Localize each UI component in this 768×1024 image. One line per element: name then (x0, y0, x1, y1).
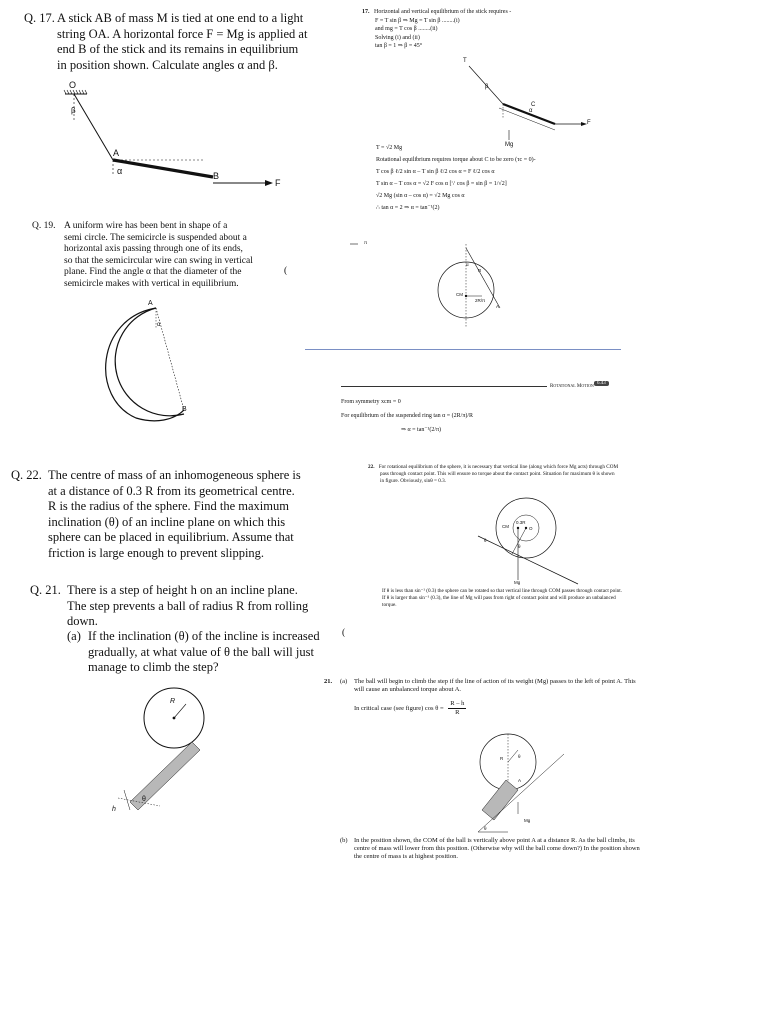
label-c: C (531, 102, 536, 108)
label-mg: Mg (524, 818, 531, 823)
question-number: Q. 19. (32, 221, 56, 231)
question-number: Q. 17. (24, 11, 55, 25)
question-line: at a distance of 0.3 R from its geometrical centre. (48, 483, 295, 498)
pi-marker (350, 238, 380, 248)
solution-line: If θ is less than sin⁻¹ (0.3) the sphere can be rotated so that vertical line through COM passes through contact point. (382, 588, 623, 594)
question-line: in position shown. Calculate angles α and β. (57, 57, 278, 72)
solution-line: For equilibrium of the suspended ring tan α = (2R/π)/R (341, 413, 474, 419)
label-a: A (518, 778, 522, 783)
solution-line: For rotational equilibrium of the sphere, it is necessary that vertical line (along which force Mg acts) through COM (378, 464, 619, 470)
solution-line: Horizontal and vertical equilibrium of the stick requires - (374, 9, 512, 15)
label-alpha: α (529, 108, 533, 114)
solution-line: If θ is larger than sin⁻¹ (0.3), the line of Mg will pass from right of contact point and will produce an unbalanced (382, 595, 616, 601)
solution-line: centre of mass will lower from this position. (Otherwise why will the ball come down?) In the position shown (354, 845, 640, 852)
stick-string-diagram (55, 80, 295, 190)
solution-line: T sin α – T cos α = √2 F cos α [∵ cos β = sin β = 1/√2] (376, 181, 507, 187)
stray-mark: ( (284, 266, 288, 276)
question-line: The centre of mass of an inhomogeneous sphere is (48, 468, 301, 482)
question-line: If the inclination (θ) of the incline is increased (88, 629, 320, 643)
stray-mark: ( (342, 628, 346, 638)
solution-line: √2 Mg (sin α – cos α) = √2 Mg cos α (376, 193, 465, 199)
solution-line: In the position shown, the COM of the ball is vertically above point A at a distance R. As the ball climbs, its (354, 837, 635, 844)
solution-line: Rotational equilibrium requires torque about C to be zero (τc = 0)- (376, 157, 536, 163)
label-alpha: α (466, 262, 469, 267)
part-b-label: (b) (340, 837, 348, 844)
label-o: O (529, 526, 533, 531)
label-alpha: α (157, 322, 161, 328)
figure-s21 (468, 714, 578, 834)
solution-number: 17. (362, 9, 370, 15)
question-17 (24, 11, 324, 75)
label-f: F (587, 120, 591, 126)
ball-step-solution-diagram (468, 714, 578, 834)
question-line: plane. Find the angle α that the diameter of the (64, 267, 242, 277)
solution-22-continued (382, 588, 692, 609)
solution-17-continued (376, 142, 576, 214)
label-r: R (170, 698, 176, 705)
question-line: so that the semicircular wire can swing in vertical (64, 255, 253, 266)
solution-line: F = T sin β ⇒ Mg = T sin β ........(i) (375, 17, 460, 24)
part-a-label: (a) (340, 678, 348, 685)
label-b: B (213, 171, 220, 181)
question-22 (11, 468, 311, 564)
label-beta: β (71, 106, 76, 115)
solution-17 (362, 8, 542, 51)
label-h: h (112, 806, 116, 813)
question-line: horizontal axis passing through one of its ends, (64, 244, 243, 254)
solution-line: and mg = T cos β ........(ii) (375, 26, 438, 32)
solution-line: T = √2 Mg (376, 145, 403, 151)
solution-line: will cause an unbalanced torque about A. (354, 686, 462, 693)
solution-line: From symmetry xcm = 0 (341, 399, 401, 405)
sphere-incline-diagram (478, 496, 578, 586)
question-line: gradually, at what value of θ the ball will just (88, 644, 314, 659)
label-alpha: α (117, 166, 123, 176)
question-line: sphere can be placed in equilibrium. Assume that (48, 530, 294, 544)
solution-number: 21. (324, 678, 333, 685)
solution-line: ∴ tan α = 2 ⇒ α = tan⁻¹(2) (376, 205, 440, 211)
question-line: The step prevents a ball of radius R from rolling (67, 598, 309, 613)
label-t: T (463, 58, 467, 64)
solution-line: The ball will begin to climb the step if the line of action of its weight (Mg) passes to the left of point A. This (354, 678, 636, 685)
figure-q19 (96, 298, 206, 423)
question-line: down. (67, 614, 98, 628)
label-cm: CM (456, 292, 463, 297)
label-r: R (500, 756, 504, 761)
label-theta: θ (518, 544, 521, 549)
label-a: A (496, 304, 500, 309)
solution-line: ⇒ α = tan⁻¹(2/π) (401, 427, 442, 433)
figure-s17 (455, 58, 595, 150)
label-theta: θ (142, 796, 146, 803)
stick-solution-diagram (455, 58, 595, 150)
solution-line: T cos β ℓ/2 sin α – T sin β ℓ/2 cos α = F ℓ/2 cos α (376, 169, 495, 175)
label-a: A (148, 300, 153, 307)
question-line: A uniform wire has been bent in shape of a (64, 221, 228, 231)
label-o: O (69, 80, 77, 90)
label-a: A (113, 148, 120, 158)
ring-solution-diagram (428, 240, 528, 330)
solution-22 (368, 464, 688, 485)
solution-19 (341, 396, 541, 436)
page-number: 6.43 (594, 381, 609, 386)
question-line: There is a step of height h on an incline plane. (67, 583, 298, 597)
label-theta2: θ (484, 826, 487, 831)
question-line: R is the radius of the sphere. Find the maximum (48, 499, 289, 513)
solution-line: tan β = 1 ⇒ β = 45° (375, 43, 423, 49)
question-number: Q. 22. (11, 468, 42, 482)
header-title: Rotational Motion (550, 384, 594, 389)
question-number: Q. 21. (30, 583, 61, 597)
label-theta: θ (518, 754, 521, 759)
semicircle-diagram (96, 298, 206, 423)
question-line: inclination (θ) of an incline plane on which this (48, 514, 286, 529)
figure-q21 (110, 680, 240, 815)
label-f: F (275, 178, 281, 188)
question-line: manage to climb the step? (88, 660, 219, 674)
solution-line: in figure. Obviously, sinθ = 0.3. (380, 478, 447, 484)
label-mg: Mg (514, 580, 521, 585)
question-line: end B of the stick and its remains in equilibrium (57, 42, 299, 56)
fraction-numerator: R – h (450, 700, 465, 707)
question-line: semi circle. The semicircle is suspended about a (64, 232, 247, 243)
solution-number: 22. (368, 464, 375, 470)
question-line: A stick AB of mass M is tied at one end to a light (57, 11, 304, 25)
label-r: R (478, 268, 482, 273)
label-mg: Mg (505, 142, 514, 148)
label-cm: CM (502, 524, 509, 529)
question-21 (30, 583, 330, 679)
solution-line: pass through contact point. This will ensure no torque about the contact point. Situation for maximum θ is shown (380, 471, 615, 477)
solution-line: the centre of mass is at highest position. (354, 853, 458, 860)
label-0.3r: 0.3R (516, 520, 526, 525)
fraction-denominator: R (455, 709, 460, 716)
question-line: semicircle makes with vertical in equilibrium. (64, 278, 239, 289)
figure-q17 (55, 80, 295, 190)
page-header (341, 381, 611, 390)
figure-s19 (428, 240, 528, 330)
part-a-label: (a) (67, 629, 81, 643)
section-rule (305, 349, 621, 350)
label-beta: β (485, 84, 489, 90)
label-theta2: θ (484, 538, 487, 543)
label-pi: π (364, 240, 368, 245)
figure-s22 (478, 496, 578, 586)
question-line: friction is large enough to prevent slipping. (48, 545, 265, 560)
critical-case-text: In critical case (see figure) cos θ = (354, 704, 444, 712)
label-b: B (182, 406, 187, 413)
label-2r-pi: 2R/π (475, 298, 486, 303)
solution-line: Solving (i) and (ii) (375, 34, 420, 41)
question-line: string OA. A horizontal force F = Mg is applied at (57, 26, 308, 41)
solution-line: torque. (382, 602, 397, 608)
